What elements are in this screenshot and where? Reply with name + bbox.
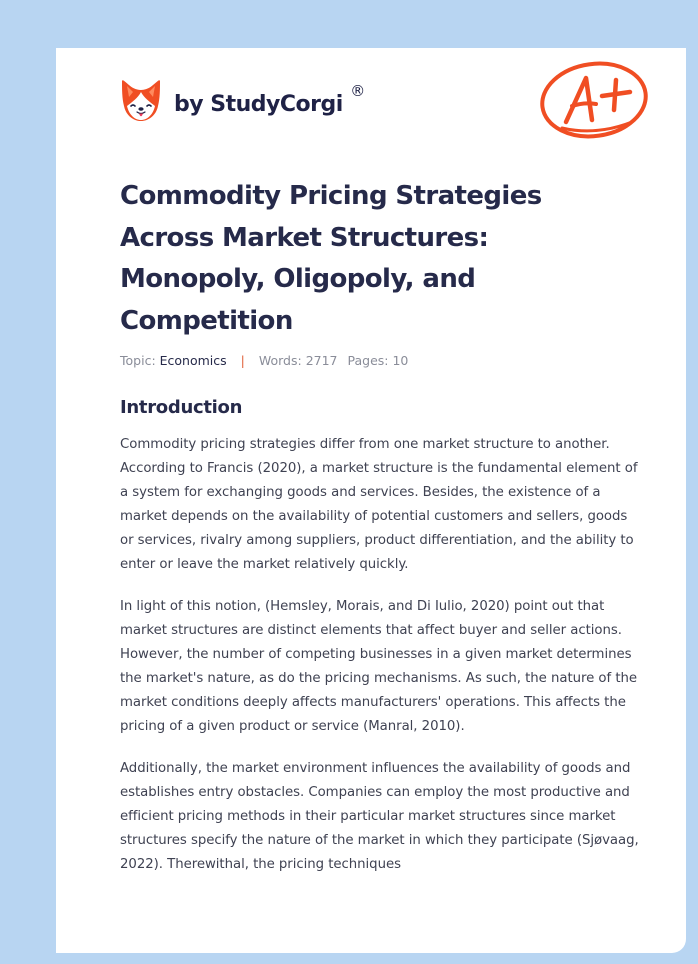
document-meta: [120, 353, 408, 368]
logo-wordmark: by StudyCorgi: [174, 91, 343, 117]
paragraph: In light of this notion, (Hemsley, Morais, and Di Iulio, 2020) point out that market structures are distinct elements that affect buyer and seller actions. However, the number of competing businesses in a given market determines the market's nature, as do the pricing mechanisms. As such, the nature of the market conditions deeply affects manufacturers' operations. This affects the pricing of a given product or service (Manral, 2010).: [120, 599, 637, 734]
studycorgi-logo[interactable]: [120, 74, 365, 124]
document-card: [56, 48, 686, 953]
words-count: 2717: [305, 353, 338, 368]
document-title: Commodity Pricing Strategies Across Market Structures: Monopoly, Oligopoly, and Competition: [120, 181, 542, 336]
topic-label: Topic:: [120, 353, 156, 368]
logo-text: [174, 81, 365, 117]
corgi-icon: [120, 76, 162, 122]
words-label: Words:: [258, 353, 302, 368]
pages-count: 10: [392, 353, 409, 368]
a-plus-grade-icon: [536, 58, 651, 140]
document-body: [120, 433, 640, 895]
meta-separator: |: [240, 353, 245, 368]
paragraph: Additionally, the market environment influences the availability of goods and establishes entry obstacles. Companies can employ the most productive and efficient pricing methods in their particular market structures since market structures specify the nature of the market in which they participate (Sjøvaag, 2022). Therewithal, the pricing techniques: [120, 761, 639, 872]
topic-link[interactable]: Economics: [159, 353, 227, 368]
registered-mark: ®: [350, 81, 365, 100]
paragraph: Commodity pricing strategies differ from one market structure to another. According to Francis (2020), a market structure is the fundamental element of a system for exchanging goods and services. Besides, the existence of a market depends on the availability of potential customers and sellers, goods or services, rivalry among suppliers, product differentiation, and the ability to enter or leave the market relatively quickly.: [120, 437, 638, 572]
section-heading-introduction: Introduction: [120, 397, 243, 418]
pages-label: Pages:: [347, 353, 389, 368]
